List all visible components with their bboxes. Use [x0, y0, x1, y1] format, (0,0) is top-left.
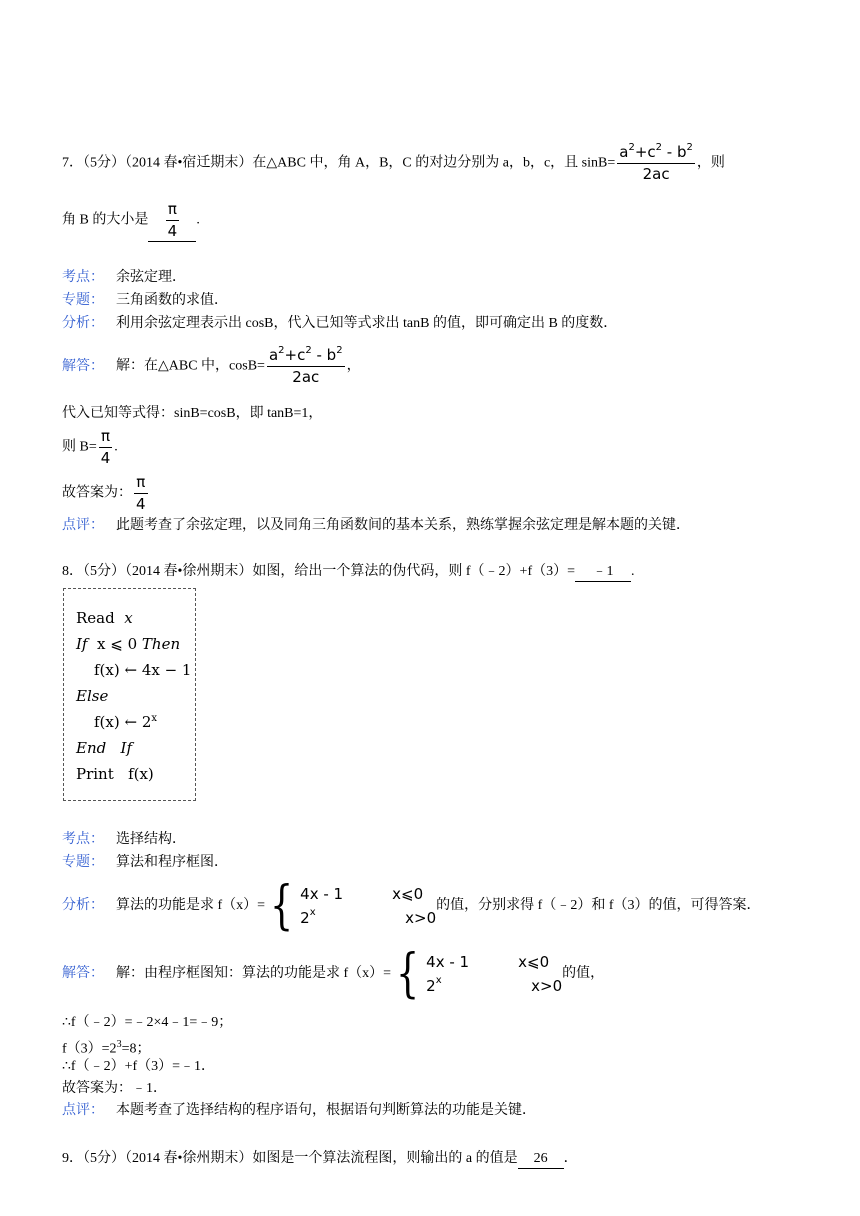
q7-final-answer: 故答案为： $\frac{\pi}{4}$ [62, 473, 146, 513]
q8-final-answer: 故答案为：﹣1． [62, 1081, 167, 1096]
code-line-assign2: f(x) ← 2$^x$ [94, 713, 158, 731]
code-line-read: Read x [76, 609, 133, 627]
q8-answer-blank: ﹣1 [575, 563, 631, 582]
q7-answer-blank: $\frac{\pi}{4}$ [148, 200, 196, 242]
q8-kaodian: 考点： 选择结构． [62, 832, 186, 847]
code-line-else: Else [76, 687, 109, 705]
q8-dianping: 点评： 本题考查了选择结构的程序语句，根据语句判断算法的功能是关键． [62, 1103, 536, 1118]
q7-stem: 7．（5分）（2014 春•宿迁期末）在△ABC 中，角 A，B，C 的对边分别为 a，b，c，且 sinB= $\frac{a^2+c^2 - b^2}{2ac}$ ，则 [62, 142, 725, 183]
q9-stem: 9．（5分）（2014 春•徐州期末）如图是一个算法流程图，则输出的 a 的值是 26 ． [62, 1150, 578, 1169]
q7-step1: 代入已知等式得：sinB=cosB，即 tanB=1， [62, 406, 323, 421]
q7-zhuanti: 专题： 三角函数的求值． [62, 293, 228, 308]
q7-question-line: 角 B 的大小是 $\frac{\pi}{4}$ . [62, 200, 200, 240]
q7-step2: 则 B= $\frac{\pi}{4}$ . [62, 427, 118, 467]
q7-jieda: 解答： 解：在△ABC 中，cosB= $\frac{a^2+c^2 - b^2}{2ac}$ ， [62, 345, 361, 386]
q8-pseudocode-box [63, 588, 196, 801]
q7-fenxi: 分析： 利用余弦定理表示出 cosB，代入已知等式求出 tanB 的值，即可确定出 B 的度数． [62, 316, 618, 331]
q8-zhuanti: 专题： 算法和程序框图． [62, 855, 228, 870]
q9-answer-blank: 26 [518, 1150, 564, 1169]
q8-step1: ∴f（﹣2）=﹣2×4﹣1=﹣9； [62, 1015, 233, 1030]
q7-dianping: 点评： 此题考查了余弦定理，以及同角三角函数间的基本关系，熟练掌握余弦定理是解本题的关键． [62, 518, 690, 533]
code-line-assign1: f(x) ← 4x − 1 [94, 661, 192, 679]
q7-cosb-fraction: $\frac{a^2+c^2 - b^2}{2ac}$ [268, 345, 343, 386]
q8-piecewise-2: { 4x - 1 x⩽0 2$^x$ x>0 [396, 943, 563, 1004]
q8-step3: ∴f（﹣2）+f（3）=﹣1． [62, 1059, 216, 1074]
code-line-if: If x ⩽ 0 Then [76, 635, 181, 653]
code-line-print: Print f(x) [76, 765, 154, 783]
q8-jieda: 解答： 解：由程序框图知：算法的功能是求 f（x）= { 4x - 1 x⩽0 2$^x$ x>0 的值， [62, 943, 605, 1004]
q7-stem-fraction: $\frac{a^2+c^2 - b^2}{2ac}$ [619, 142, 693, 183]
code-line-endif: End If [76, 739, 133, 757]
q8-piecewise-1: { 4x - 1 x⩽0 2$^x$ x>0 [270, 875, 437, 936]
q8-step2: $f(3)=2^3=8$； [62, 1039, 151, 1057]
q7-kaodian: 考点： 余弦定理． [62, 270, 186, 285]
q8-fenxi: 分析： 算法的功能是求 f（x）= { 4x - 1 x⩽0 2$^x$ x>0 的值，分别求得 f（﹣2）和 f（3）的值，可得答案． [62, 875, 761, 936]
q8-stem: 8．（5分）（2014 春•徐州期末）如图，给出一个算法的伪代码，则 f（﹣2）+f（3）= ﹣1 . [62, 563, 635, 582]
